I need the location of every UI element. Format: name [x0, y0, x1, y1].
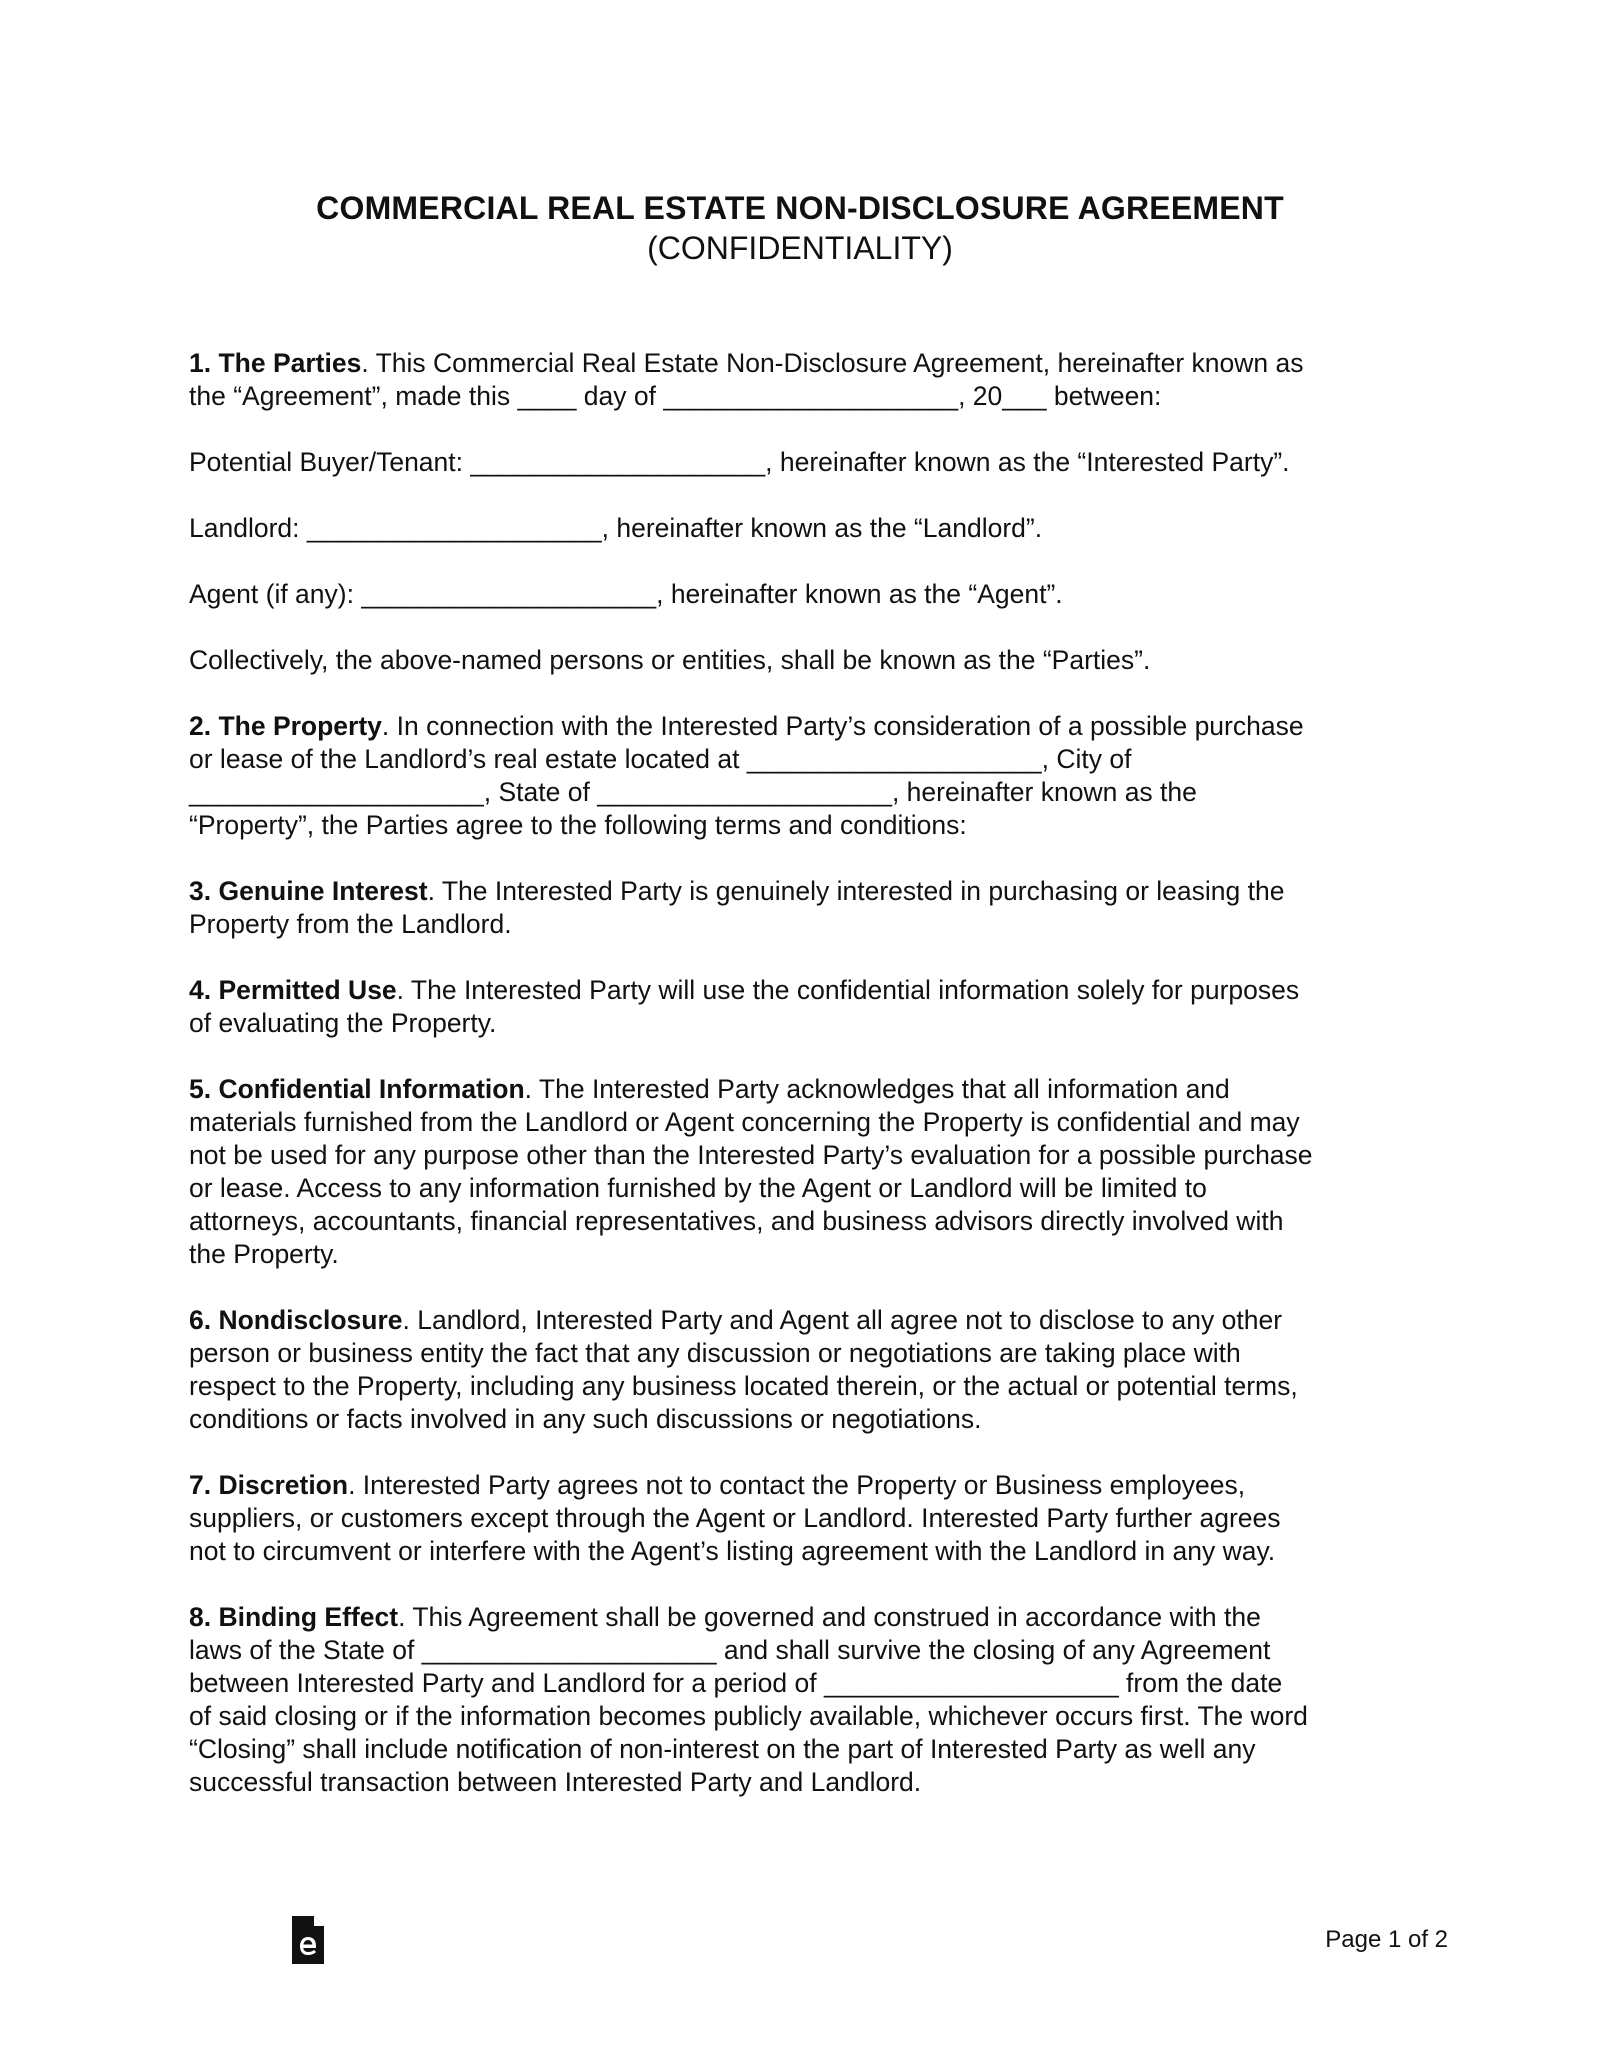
section-text: . The Interested Party is genuinely interested in purchasing or leasing the Property from the Landlord. — [189, 876, 1285, 939]
document-header — [0, 188, 1600, 268]
eforms-logo-icon — [290, 1916, 326, 1966]
section-heading: 2. The Property — [189, 711, 382, 741]
section-permitted-use — [189, 974, 1429, 1040]
section-text: . The Interested Party acknowledges that all information and materials furnished from the Landlord or Agent concerning the Property is confidential and may not be used for any purpose other than the Interested Party’s evaluation for a possible purchase or lease. Access to any information furnished by the Agent or Landlord will be limited to attorneys, accountants, financial representatives, and business advisors directly involved with the Property. — [189, 1074, 1313, 1269]
section-nondisclosure — [189, 1304, 1429, 1436]
section-heading: 3. Genuine Interest — [189, 876, 428, 906]
party-landlord — [189, 512, 1429, 545]
section-parties — [189, 347, 1429, 413]
document-body — [189, 347, 1429, 1832]
party-buyer-tenant — [189, 446, 1429, 479]
parties-collective — [189, 644, 1429, 677]
document-title: COMMERCIAL REAL ESTATE NON-DISCLOSURE AGREEMENT — [316, 190, 1284, 226]
page-number: Page 1 of 2 — [1325, 1926, 1448, 1953]
section-heading: 5. Confidential Information — [189, 1074, 525, 1104]
section-property — [189, 710, 1429, 842]
section-heading: 6. Nondisclosure — [189, 1305, 403, 1335]
section-text: . This Agreement shall be governed and construed in accordance with the laws of the State of ____________________ and shall survive the closing of any Agreement between Interested Party and Landlord for a period of ____________________ from the date of said closing or if the information becomes publicly available, whichever occurs first. The word “Closing” shall include notification of non-interest on the part of Interested Party as well any successful transaction between Interested Party and Landlord. — [189, 1602, 1308, 1797]
document-subtitle: (CONFIDENTIALITY) — [647, 230, 953, 266]
section-discretion — [189, 1469, 1429, 1568]
section-text: . This Commercial Real Estate Non-Disclosure Agreement, hereinafter known as the “Agreement”, made this ____ day of ____________________, 20___ between: — [189, 348, 1304, 411]
section-text: Potential Buyer/Tenant: ____________________, hereinafter known as the “Interested Party”. — [189, 447, 1290, 477]
section-heading: 4. Permitted Use — [189, 975, 397, 1005]
section-heading: 7. Discretion — [189, 1470, 349, 1500]
section-binding-effect — [189, 1601, 1429, 1799]
section-confidential-information — [189, 1073, 1429, 1271]
section-text: . In connection with the Interested Party’s consideration of a possible purchase or lease of the Landlord’s real estate located at ____________________, City of ____________________, State of ____________________, hereinafter known as the “Property”, the Parties agree to the following terms and conditions: — [189, 711, 1304, 840]
section-text: Landlord: ____________________, hereinafter known as the “Landlord”. — [189, 513, 1043, 543]
section-text: . The Interested Party will use the confidential information solely for purposes of evaluating the Property. — [189, 975, 1300, 1038]
party-agent — [189, 578, 1429, 611]
section-text: . Landlord, Interested Party and Agent all agree not to disclose to any other person or business entity the fact that any discussion or negotiations are taking place with respect to the Property, including any business located therein, or the actual or potential terms, conditions or facts involved in any such discussions or negotiations. — [189, 1305, 1298, 1434]
section-text: Collectively, the above-named persons or entities, shall be known as the “Parties”. — [189, 645, 1151, 675]
section-genuine-interest — [189, 875, 1429, 941]
section-text: Agent (if any): ____________________, hereinafter known as the “Agent”. — [189, 579, 1063, 609]
section-text: . Interested Party agrees not to contact the Property or Business employees, suppliers, or customers except through the Agent or Landlord. Interested Party further agrees not to circumvent or interfere with the Agent’s listing agreement with the Landlord in any way. — [189, 1470, 1281, 1566]
section-heading: 8. Binding Effect — [189, 1602, 399, 1632]
section-heading: 1. The Parties — [189, 348, 362, 378]
